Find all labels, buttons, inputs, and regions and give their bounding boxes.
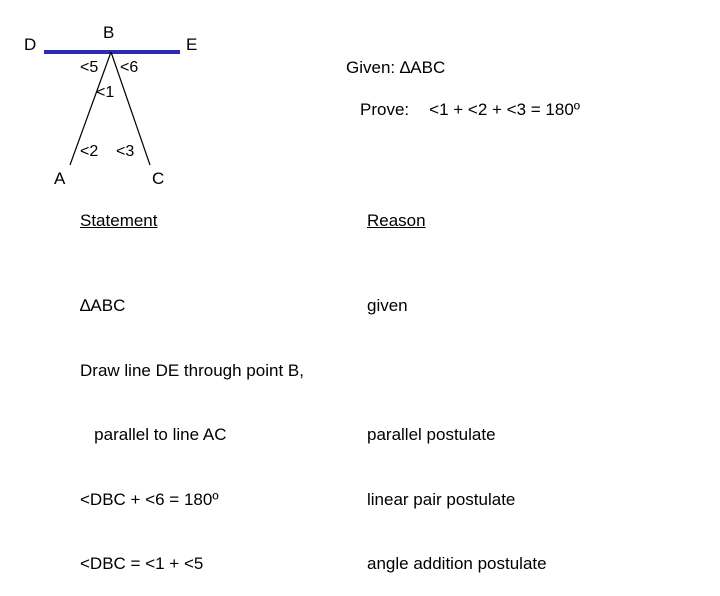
statement-row: <DBC = <1 + <5	[80, 554, 204, 573]
reason-row: given	[367, 296, 408, 315]
reason-row: angle addition postulate	[367, 554, 547, 573]
statement-row: <DBC + <6 = 180º	[80, 489, 219, 509]
given-line	[346, 59, 445, 76]
point-label-d: D	[24, 35, 37, 54]
statements-column	[80, 252, 304, 596]
angle-label-6: <6	[120, 59, 139, 76]
given-value: ∆ABC	[399, 58, 446, 77]
angle-label-1: <1	[96, 84, 115, 101]
statement-row: ∆ABC	[80, 296, 126, 315]
prove-line	[360, 101, 580, 118]
reasons-column	[367, 252, 547, 596]
angle-label-5: <5	[80, 59, 99, 76]
point-label-b: B	[103, 23, 115, 42]
reason-header: Reason	[367, 211, 426, 230]
statement-row: Draw line DE through point B,	[80, 360, 304, 380]
point-label-a: A	[54, 169, 66, 188]
reason-row	[367, 360, 547, 382]
statement-row: parallel to line AC	[80, 425, 227, 444]
point-label-e: E	[186, 35, 198, 54]
prove-label: Prove:	[360, 100, 410, 119]
angle-label-2: <2	[80, 143, 99, 160]
given-label: Given:	[346, 58, 396, 77]
reason-row: linear pair postulate	[367, 489, 516, 509]
reason-row: parallel postulate	[367, 425, 496, 444]
point-label-c: C	[152, 169, 165, 188]
angle-label-3: <3	[116, 143, 135, 160]
statement-header: Statement	[80, 211, 158, 230]
prove-value: <1 + <2 + <3 = 180º	[429, 100, 580, 119]
